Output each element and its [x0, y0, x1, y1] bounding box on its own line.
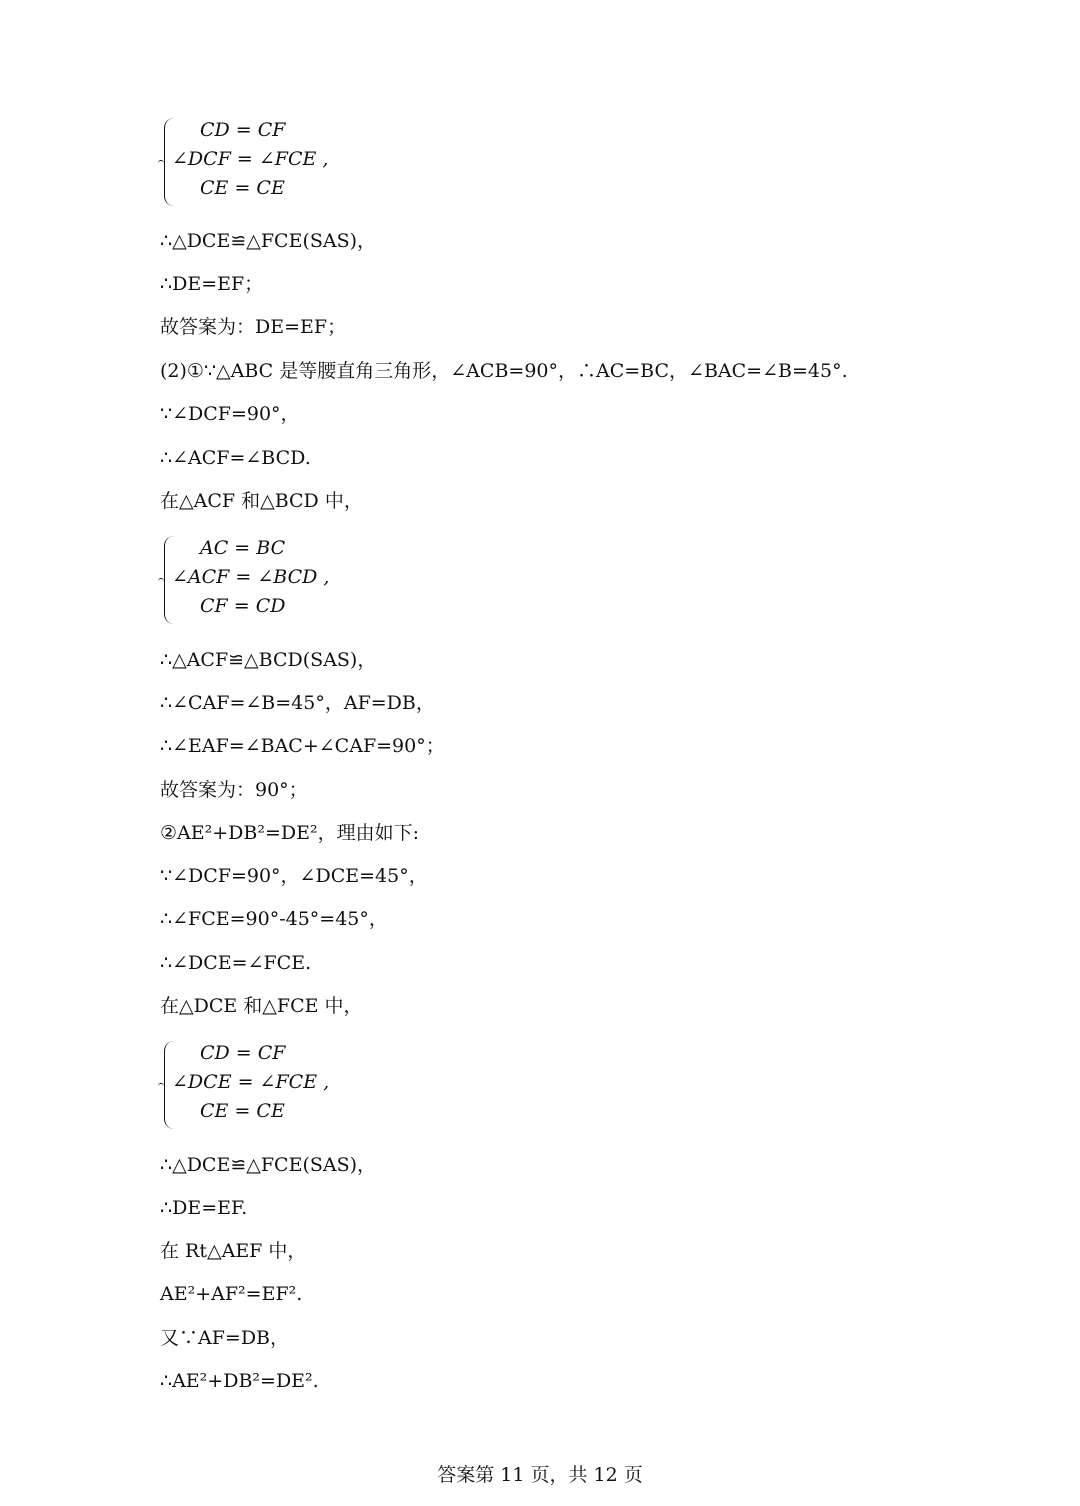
proof-line: ∴△DCE≌△FCE(SAS)，	[160, 1154, 377, 1176]
equation-system-2	[160, 536, 460, 628]
proof-line: 又∵AF=DB，	[160, 1327, 290, 1349]
proof-line: ∴∠FCE=90°-45°=45°，	[160, 908, 388, 930]
page-footer: 答案第 11 页，共 12 页	[437, 1464, 643, 1486]
proof-line: ∴DE=EF；	[160, 273, 264, 295]
system-row: ∠ACF = ∠BCD ,	[172, 566, 330, 588]
proof-line: 在△ACF 和△BCD 中，	[160, 490, 363, 512]
proof-line: ∴∠ACF=∠BCD.	[160, 447, 311, 469]
system-row: CF = CD	[200, 595, 286, 617]
system-row: AC = BC	[200, 537, 286, 559]
proof-line: ∴∠EAF=∠BAC+∠CAF=90°；	[160, 735, 445, 757]
system-row: CE = CE	[200, 1100, 285, 1122]
system-row: ∠DCF = ∠FCE ,	[172, 148, 329, 170]
system-row: CD = CF	[200, 1042, 286, 1064]
equation-system-3	[160, 1041, 460, 1133]
system-row: CD = CF	[200, 119, 286, 141]
proof-line: ∴DE=EF.	[160, 1197, 248, 1219]
system-row: CE = CE	[200, 177, 285, 199]
proof-line: ∴∠DCE=∠FCE.	[160, 952, 312, 974]
proof-line: ②AE²+DB²=DE²，理由如下:	[160, 822, 420, 844]
proof-line: ∵∠DCF=90°，	[160, 403, 300, 425]
proof-line: 在△DCE 和△FCE 中，	[160, 995, 363, 1017]
proof-line: ∴△ACF≌△BCD(SAS)，	[160, 649, 377, 671]
system-row: ∠DCE = ∠FCE ,	[172, 1071, 330, 1093]
proof-line: ∴△DCE≌△FCE(SAS)，	[160, 230, 377, 252]
answer-line: 故答案为：90°；	[160, 779, 308, 801]
proof-line: ∴∠CAF=∠B=45°，AF=DB，	[160, 692, 435, 714]
proof-line: AE²+AF²=EF².	[160, 1283, 303, 1305]
proof-line: (2)①∵△ABC 是等腰直角三角形，∠ACB=90°，∴AC=BC，∠BAC=∠B=45°.	[160, 360, 848, 382]
proof-line: ∴AE²+DB²=DE².	[160, 1370, 319, 1392]
answer-line: 故答案为：DE=EF；	[160, 316, 347, 338]
proof-line: ∵∠DCF=90°，∠DCE=45°，	[160, 865, 428, 887]
equation-system-1	[160, 118, 460, 210]
proof-line: 在 Rt△AEF 中，	[160, 1240, 307, 1262]
